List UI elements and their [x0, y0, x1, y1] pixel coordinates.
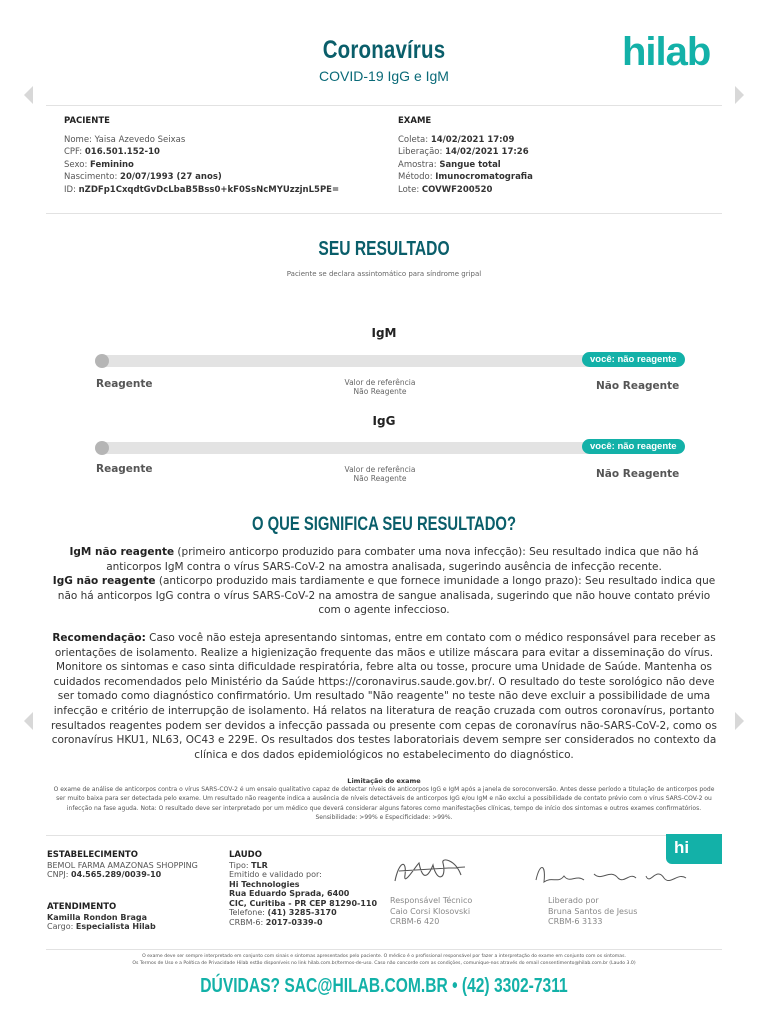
patient-id: nZDFp1CxqdtGvDcLbaB5Bss0+kF0SsNcMYUzzjnL5PE= [78, 184, 340, 195]
igg-explanation [48, 574, 720, 618]
laudo-block [229, 851, 389, 927]
exam-coleta: 14/02/2021 17:09 [430, 134, 515, 145]
service-title: ATENDIMENTO [47, 902, 117, 912]
label: Lote: [398, 184, 420, 195]
igm-nao-reagente-label: Não Reagente [596, 380, 680, 392]
igm-explanation [48, 545, 720, 574]
label: Telefone: [229, 908, 265, 917]
igm-bar-start-dot [95, 354, 109, 368]
laudo-crbm: 2017-0339-0 [265, 917, 323, 927]
contact-cta[interactable]: DÚVIDAS? SAC@HILAB.COM.BR • (42) 3302-7311 [200, 975, 568, 997]
igm-reagente-label: Reagente [96, 378, 153, 390]
label: CPF: [64, 147, 83, 157]
igm-explanation-title: IgM não reagente [69, 546, 175, 558]
label: Sexo: [64, 159, 88, 170]
laudo-address-2-row [229, 899, 389, 909]
label: Nascimento: [64, 172, 118, 182]
exam-coleta-row [398, 134, 718, 147]
exam-metodo-row [398, 171, 718, 184]
footer-disclaimer [60, 954, 708, 967]
exam-lote-row [398, 184, 718, 197]
exam-info [398, 115, 718, 196]
exam-lote: COVWF200520 [421, 184, 493, 195]
label: Amostra: [398, 159, 437, 170]
limitation-text: O exame de análise de anticorpos contra o vírus SARS-COV-2 é um ensaio qualitativo capaz de detectar níveis de anticorpos IgG e IgM após a janela de soroconversão. Antes desse período a titulação de anticorpos pode ser muito baixa para ser detectada pelo exame. Um resultado não reagente indica a ausência de níveis detectáveis de anticorpos IgG e/ou IgM e não exclui a possibilidade de contato prévio com o vírus SARS-COV-2 ou infecção na fase aguda. Nota: O resultado deve ser interpretado por um médico que deverá considerar alguns fatores como manifestações clínicas, tempo de início dos sintomas e outros exames confirmatórios. Sensibilidade: >99% e Especificidade: >99%. [53, 786, 715, 821]
reference-value: Não Reagente [353, 474, 407, 483]
establishment-title: ESTABELECIMENTO [47, 850, 138, 860]
tech-signature-icon [385, 853, 475, 891]
laudo-issued-label: Emitido e validado por: [229, 870, 322, 879]
igm-explanation-text: (primeiro anticorpo produzido para combater uma nova infecção): Seu resultado indica que não há anticorpos IgM contra o vírus SARS-CoV-2 na amostra analisada, sugerindo ausência de infecção recente. [106, 546, 699, 573]
hilab-logo: hilab [622, 30, 711, 74]
patient-birth-row [64, 171, 384, 184]
patient-name-row [64, 134, 384, 147]
tech-registration: CRBM-6 420 [390, 917, 440, 926]
left-arrow-icon [24, 712, 33, 730]
laudo-tipo: TLR [251, 860, 268, 870]
exam-metodo: Imunocromatografia [435, 172, 533, 182]
patient-cpf: 016.501.152-10 [84, 147, 160, 157]
label: Método: [398, 172, 433, 182]
establishment-cnpj-row [47, 870, 217, 880]
igg-result-pill: você: não reagente [582, 439, 685, 454]
liberator-registration: CRBM-6 3133 [548, 917, 603, 926]
patient-sex-row [64, 159, 384, 172]
divider [46, 835, 696, 836]
meaning-text [48, 545, 720, 618]
igg-reference [320, 465, 440, 483]
establishment-name: BEMOL FARMA AMAZONAS SHOPPING [47, 860, 198, 870]
establishment-cnpj: 04.565.289/0039-10 [71, 870, 162, 879]
igg-explanation-text: (anticorpo produzido mais tardiamente e que fornece imunidade a longo prazo): Seu resultado indica que não há anticorpos IgG contra o vírus SARS-CoV-2 na amostra de sangue analisada, sugerindo que não houve contato prévio com o agente infeccioso. [57, 575, 716, 617]
label: CRBM-6: [229, 917, 264, 927]
result-note: Paciente se declara assintomático para síndrome gripal [286, 270, 482, 278]
service-block [47, 903, 217, 932]
laudo-address-1: Rua Eduardo Sprada, 6400 [229, 889, 350, 898]
igg-reagente-label: Reagente [96, 463, 153, 475]
footer-line-1: O exame deve ser sempre interpretado em conjunto com sinais e sintomas apresentados pelo paciente. O médico é o profissional responsável por fazer a interpretação do exame em conjunto com os sintomas. [142, 954, 626, 959]
divider [46, 105, 722, 106]
patient-cpf-row [64, 146, 384, 159]
reference-label: Valor de referência [344, 465, 416, 474]
laudo-address-2: CIC, Curitiba - PR CEP 81290-110 [229, 898, 378, 908]
label: CNPJ: [47, 870, 69, 879]
igm-label: IgM [371, 326, 397, 340]
laudo-phone-row [229, 908, 389, 918]
patient-section-title: PACIENTE [64, 116, 110, 126]
label: Nome: [64, 134, 92, 145]
patient-name: Yaisa Azevedo Seixas [94, 134, 186, 145]
meaning-title: O QUE SIGNIFICA SEU RESULTADO? [251, 514, 517, 535]
left-arrow-icon [24, 86, 33, 104]
laudo-phone: (41) 3285-3170 [267, 908, 337, 917]
label: Liberação: [398, 147, 443, 157]
liberator-signature-block [548, 896, 637, 928]
igg-label: IgG [372, 414, 396, 428]
exam-amostra-row [398, 159, 718, 172]
page-subtitle: COVID-19 IgG e IgM [319, 68, 449, 84]
igm-reference [320, 378, 440, 396]
service-cargo: Especialista Hilab [75, 922, 156, 931]
liberator-role: Liberado por [548, 896, 599, 905]
exam-liberacao: 14/02/2021 17:26 [445, 147, 529, 157]
page-title: Coronavírus [322, 36, 446, 64]
igm-result-pill: você: não reagente [582, 352, 685, 367]
tech-role: Responsável Técnico [390, 896, 473, 905]
result-title: SEU RESULTADO [318, 238, 450, 260]
reference-label: Valor de referência [344, 378, 416, 387]
laudo-address-1-row [229, 889, 389, 899]
service-name: Kamilla Rondon Braga [47, 912, 147, 922]
divider [46, 949, 722, 950]
laudo-company: Hi Technologies [229, 879, 300, 889]
limitation-title: Limitação do exame [347, 777, 421, 785]
laudo-company-row [229, 880, 389, 890]
recommendation-text: Caso você não esteja apresentando sintomas, entre em contato com o médico responsável para receber as orientações de isolamento. Realize a higienização frequente das mãos e utilize máscara para evitar a disseminação do vírus. Monitore os sintomas e caso sinta dificuldade respiratória, febre alta ou tosse, procure uma Unidade de Saúde. Mantenha os cuidados recomendados pelo Ministério da Saúde https://coronavirus.saude.gov.br/. O resultado do teste sorológico não deve ser tomado como diagnóstico confirmatório. Um resultado "Não reagente" no teste não deve excluir a possibilidade de uma infecção e critério de interrupção de isolamento. Há relatos na literatura de reação cruzada com outros coronavírus, portanto resultados reagentes podem ser devidos a infecção passada ou presente com cepas de coronavírus não-SARS-CoV-2, como os coronavírus HKU1, NL63, OC43 e 229E. Os resultados dos testes laboratoriais devem sempre ser considerados no contexto da clínica e dos dados epidemiológicos no estabelecimento do diagnóstico. [51, 632, 717, 761]
service-name-row [47, 913, 217, 923]
label: Cargo: [47, 922, 74, 931]
patient-info [64, 115, 384, 196]
label: Tipo: [229, 860, 249, 870]
exam-amostra: Sangue total [439, 159, 501, 170]
exam-liberacao-row [398, 146, 718, 159]
igg-nao-reagente-label: Não Reagente [596, 468, 680, 480]
label: ID: [64, 184, 76, 195]
exam-section-title: EXAME [398, 116, 432, 126]
laudo-tipo-row [229, 861, 389, 871]
liberator-signature-icon [532, 858, 692, 892]
recommendation [48, 631, 720, 762]
tech-signature-block [390, 896, 472, 928]
patient-birth: 20/07/1993 (27 anos) [120, 172, 222, 182]
liberator-name: Bruna Santos de Jesus [548, 906, 638, 916]
right-arrow-icon [735, 86, 744, 104]
establishment-block [47, 851, 217, 880]
igg-bar-start-dot [95, 441, 109, 455]
footer-line-2: Os Termos de Uso e a Política de Privacidade Hilab estão disponíveis no link hilab.com.br/termos-de-uso. Caso não concorde com as condições, comunique-nos através do email consentimento@hilab.com.br (Laudo 3.0) [132, 960, 636, 966]
patient-sex: Feminino [90, 159, 134, 170]
laudo-crbm-row [229, 918, 389, 928]
label: Coleta: [398, 134, 429, 145]
reference-value: Não Reagente [353, 387, 407, 396]
tech-name: Caio Corsi Klosovski [390, 906, 471, 916]
divider [46, 213, 722, 214]
right-arrow-icon [735, 712, 744, 730]
service-cargo-row [47, 922, 217, 932]
patient-id-row [64, 184, 384, 197]
recommendation-title: Recomendação: [52, 632, 146, 644]
laudo-title: LAUDO [229, 850, 262, 860]
igg-explanation-title: IgG não reagente [52, 575, 156, 588]
hi-badge-text: hi [674, 838, 690, 857]
